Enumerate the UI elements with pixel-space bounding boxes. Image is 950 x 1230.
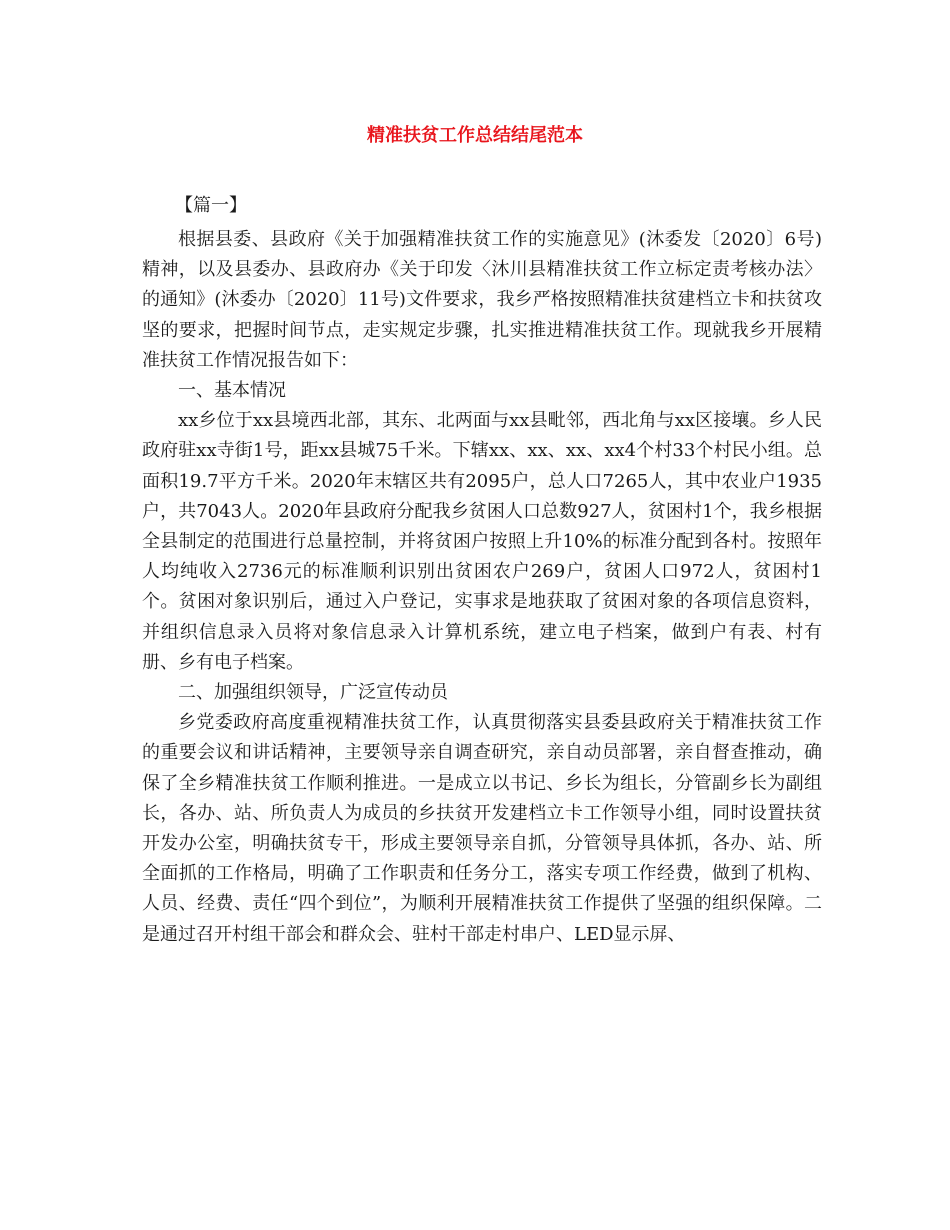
paragraph-basic-situation: xx乡位于xx县境西北部，其东、北两面与xx县毗邻，西北角与xx区接壤。乡人民政府驻xx寺街1号，距xx县城75千米。下辖xx、xx、xx、xx4个村33个村民小组。总面积19.7平方千米。2020年末辖区共有2095户，总人口7265人，其中农业户1935户，共7043人。2020年县政府分配我乡贫困人口总数927人，贫困村1个，我乡根据全县制定的范围进行总量控制，并将贫困户按照上升10%的标准分配到各村。按照年人均纯收入2736元的标准顺利识别出贫困农户269户，贫困人口972人，贫困村1个。贫困对象识别后，通过入户登记，实事求是地获取了贫困对象的各项信息资料，并组织信息录入员将对象信息录入计算机系统，建立电子档案，做到户有表、村有册、乡有电子档案。 xyxy=(142,410,822,673)
heading-organization: 二、加强组织领导，广泛宣传动员 xyxy=(178,682,448,704)
paragraph-organization: 乡党委政府高度重视精准扶贫工作，认真贯彻落实县委县政府关于精准扶贫工作的重要会议和讲话精神，主要领导亲自调查研究，亲自动员部署，亲自督查推动，确保了全乡精准扶贫工作顺利推进。一是成立以书记、乡长为组长，分管副乡长为副组长，各办、站、所负责人为成员的乡扶贫开发建档立卡工作领导小组，同时设置扶贫开发办公室，明确扶贫专干，形成主要领导亲自抓，分管领导具体抓，各办、站、所全面抓的工作格局，明确了工作职责和任务分工，落实专项工作经费，做到了机构、人员、经费、责任“四个到位”，为顺利开展精准扶贫工作提供了坚强的组织保障。二是通过召开村组干部会和群众会、驻村干部走村串户、LED显示屏、 xyxy=(142,712,822,945)
heading-basic-situation: 一、基本情况 xyxy=(178,380,286,402)
section-label: 【篇一】 xyxy=(175,195,247,216)
paragraph-intro: 根据县委、县政府《关于加强精准扶贫工作的实施意见》(沐委发〔2020〕6号)精神，以及县委办、县政府办《关于印发〈沐川县精准扶贫工作立标定责考核办法〉的通知》(沐委办〔2020〕11号)文件要求，我乡严格按照精准扶贫建档立卡和扶贫攻坚的要求，把握时间节点，走实规定步骤，扎实推进精准扶贫工作。现就我乡开展精准扶贫工作情况报告如下： xyxy=(142,229,822,371)
document-title: 精准扶贫工作总结结尾范本 xyxy=(367,125,583,146)
document-body xyxy=(142,225,822,950)
